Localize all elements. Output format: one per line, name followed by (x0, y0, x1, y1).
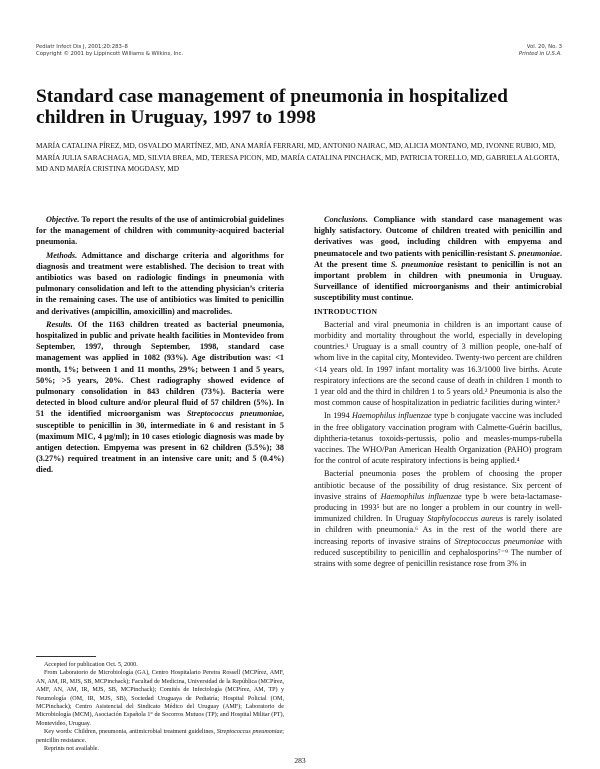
conclusions-organism-1: S. pneumoniae (509, 248, 560, 258)
footnote-block (36, 656, 284, 753)
abstract-column-left (36, 214, 284, 478)
results-label: Results. (46, 319, 73, 329)
conclusions-text-3: resistant to penicillin is not an important problem in children with pneumonia in Uruguay. Surveillance of identified microorganisms and their antimicrobial susceptibility must continue. (314, 259, 562, 303)
results-text-2: , susceptible to penicillin in 30, intermediate in 6 and resistant in 5 (maximum MIC, 4 μg/ml); in 10 cases etiologic diagnosis was made by antigen detection. Empyema was present in 62 children (5.5%); 38 (3.27%) required treatment in an intensive care unit; and 5 (0.4%) died. (36, 409, 285, 475)
introduction-paragraph-2 (314, 410, 562, 466)
journal-citation: Pediatr Infect Dis J, 2001;20:283–8 (36, 44, 128, 50)
intro-p3-organism-3: Streptococcus pneumoniae (454, 536, 544, 546)
keywords-organism: Streptococcus pneumoniae (216, 729, 283, 736)
abstract-conclusions (314, 214, 562, 304)
intro-p2-organism: Haemophilus influenzae (351, 411, 432, 421)
objective-text: To report the results of the use of antimicrobial guidelines for the management of children with community-acquired bacterial pneumonia. (36, 215, 284, 247)
reprints-note: Reprints not available. (44, 746, 99, 753)
abstract-objective (36, 214, 284, 248)
author-list: MARÍA CATALINA PÍREZ, MD, OSVALDO MARTÍNEZ, MD, ANA MARÍA FERRARI, MD, ANTONIO NAIRAC, MD, ALICIA MONTANO, MD, IVONNE RUBIO, MD, MARÍA JULIA SARACHAGA, MD, SILVIA BREA, MD, TERESA PICON, MD, MARÍA CATALINA PINCHACK, MD, PATRICIA TORELLO, MD, GABRIELA ALGORTA, MD AND MARÍA CRISTINA MOGDASY, MD (36, 141, 560, 174)
intro-p3-organism-1: Haemophilus influenzae (380, 491, 462, 501)
page-number: 283 (294, 756, 306, 765)
objective-label: Objective. (46, 215, 80, 224)
intro-p3-organism-2: Staphylococcus aureus (427, 514, 504, 524)
keywords-text-b: ; penicillin resistance. (36, 729, 284, 744)
keywords (36, 728, 284, 745)
abstract-methods (36, 250, 284, 317)
conclusions-organism-2: S. pneumoniae (390, 259, 444, 269)
abstract-results (36, 319, 284, 476)
printed-in: Printed in U.S.A. (518, 51, 562, 57)
intro-p2-text-a: In 1994 (324, 411, 352, 421)
abstract-column-right (314, 214, 562, 571)
intro-p3-text-a: Bacterial pneumonia poses the problem of choosing the proper antibiotic because of the possibility of drug resistance. Six percent of invasive strains of (314, 469, 562, 501)
methods-text: Admittance and discharge criteria and algorithms for diagnosis and treatment were established. The decision to treat with antibiotics was based on radiologic findings in pneumonia with pulmonary consolidation and left to the attending physician’s criteria in the remaining cases. The use of antibiotics was limited to penicillin and derivatives (ampicillin, amoxicillin) and macrolides. (36, 250, 284, 316)
intro-p3-text-d: with reduced susceptibility to penicillin and cephalosporins⁷⁻⁹ The number of strains with some degree of penicillin resistance rose from 3% in (314, 536, 562, 569)
volume-issue: Vol. 20, No. 3 (526, 44, 562, 50)
running-header-right (519, 44, 562, 58)
conclusions-text-1: Compliance with standard case management was highly satisfactory. Outcome of children treated with penicillin and derivatives was good, including children with empyema and pneumatocele and two patients with penicillin-resistant (314, 215, 562, 258)
results-text-1: Of the 1163 children treated as bacterial pneumonia, hospitalized in public and private health facilities in Montevideo from September, 1997, through September, 1998, standard case management was applied in 1082 (93%). Age distribution was: <1 month, 1%; between 1 and 11 months, 29%; between 1 and 5 years, 50%; >5 years, 20%. Chest radiography showed evidence of pulmonary consolidation in 843 children (73%). Bacteria were detected in blood culture and/or pleural fluid of 57 children (5%). In 51 the identified microorganism was (36, 319, 284, 419)
results-organism: Streptococcus pneumoniae (186, 409, 282, 419)
copyright-notice: Copyright © 2001 by Lippincott Williams & Wilkins, Inc. (36, 51, 184, 57)
intro-p3-text-b: type b were beta-lactamase-producing in 1993⁵ but are no longer a problem in our country in well-immunized children. In Uruguay (314, 491, 563, 524)
article-title: Standard case management of pneumonia in hospitalized children in Uruguay, 1997 to 1998 (36, 86, 508, 128)
running-header-left (36, 44, 183, 58)
accepted-date: Accepted for publication Oct. 5, 2000. (44, 662, 138, 668)
intro-p3-text-c: is rarely isolated in children with pneumonia.⁶ As in the rest of the world there are increasing reports of invasive strains of (314, 514, 562, 546)
conclusions-label: Conclusions. (324, 215, 368, 224)
introduction-paragraph-3 (314, 468, 562, 569)
conclusions-text-2: . At the present time (314, 248, 562, 269)
introduction-heading: INTRODUCTION (314, 306, 378, 316)
affiliations: From Laboratorio de Microbiología (GA), Centro Hospitalario Pereira Rossell (MCPírez, AMF, AN, AM, IR, MJS, SB, MCPinchack); Facultad de Medicina, Universidad de la República (MCPírez, AMF, AN, AM, IR, MJS, SB, MCPinchack); Comités de Infectología (MCPírez, AM, TP) y Neumología (OM, IR, MJS, SB), Sociedad Uruguaya de Pediatría; Hospital Policial (OM, MCPinchack); Centro Asistencial del Sindicato Médico del Uruguay (AMF); Laboratorio de Microbiología (MCM), Asociación Española 1° de Socorros Mutuos (TP); and Hospital Militar (PT), Montevideo, Uruguay. (36, 670, 284, 727)
intro-p2-text-b: type b conjugate vaccine was included in the free obligatory vaccination program with Calmette-Guérin bacillus, diphtheria-tetanus toxoids-pertussis, polio and measles-mumps-rubella vaccines. The WHO/Pan American Health Organization (PAHO) program for the control of acute respiratory infections is being applied.⁴ (314, 411, 562, 466)
footnote-rule (36, 656, 96, 657)
introduction-paragraph-1: Bacterial and viral pneumonia in children is an important cause of morbidity and mortality throughout the world, especially in developing countries.¹ Uruguay is a small country of 3 million people, one-half of whom live in the capital city, Montevideo. Twenty-two percent are children <14 years old. In 1997 infant mortality was 16.3/1000 live births. Acute respiratory infections are the second cause of death in children 1 month to 1 year old and the third in children 1 to 5 years old.² Pneumonia is also the most common cause of hospitalization in pediatric facilities during winter.³ (314, 319, 562, 408)
keywords-text-a: Key words: Children, pneumonia, antimicrobial treatment guidelines, (44, 729, 217, 736)
methods-label: Methods. (46, 250, 78, 260)
